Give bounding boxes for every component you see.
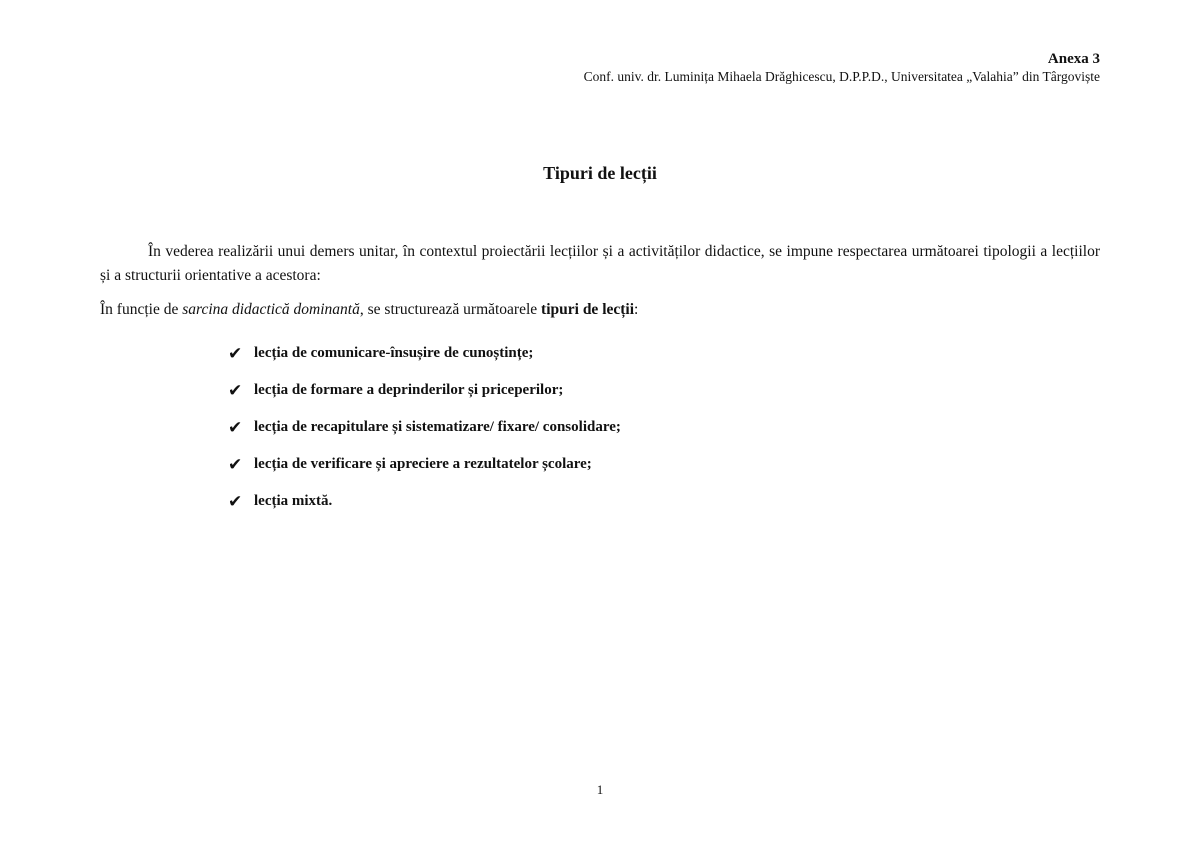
lead-paragraph: [100, 299, 1100, 321]
lead-italic: sarcina didactică dominantă: [182, 301, 360, 318]
author-line: Conf. univ. dr. Luminița Mihaela Drăghicescu, D.P.P.D., Universitatea „Valahia” din Târgoviște: [583, 69, 1100, 84]
lesson-types-list: [228, 335, 621, 520]
checkmark-icon: ✔: [228, 343, 243, 364]
lead-suffix: :: [634, 301, 639, 318]
checkmark-icon: ✔: [228, 491, 243, 512]
list-item-text: lecția de formare a deprinderilor și priceperilor;: [254, 382, 564, 398]
list-item: [228, 446, 621, 483]
page-number: 1: [596, 782, 604, 797]
list-item-text: lecția mixtă.: [254, 493, 333, 509]
lead-middle: , se structurează următoarele: [359, 301, 542, 318]
list-item: [228, 372, 621, 409]
list-item-text: lecția de recapitulare și sistematizare/ fixare/ consolidare;: [254, 419, 621, 435]
lead-bold: tipuri de lecții: [541, 301, 635, 318]
list-item: [228, 335, 621, 372]
list-item: [228, 409, 621, 446]
checkmark-icon: ✔: [228, 380, 243, 401]
lead-prefix: În funcție de: [100, 301, 183, 318]
list-item-text: lecția de comunicare-însușire de cunoștințe;: [254, 345, 534, 361]
intro-paragraph: În vederea realizării unui demers unitar, în contextul proiectării lecțiilor și a activităților didactice, se impune respectarea următoarei tipologii a lecțiilor și a structurii orientative a acestora:: [100, 243, 1100, 284]
list-item-text: lecția de verificare și apreciere a rezultatelor școlare;: [254, 456, 592, 472]
checkmark-icon: ✔: [228, 454, 243, 475]
checkmark-icon: ✔: [228, 417, 243, 438]
page-header: [584, 50, 1100, 86]
list-item: [228, 483, 621, 520]
annex-label: Anexa 3: [1047, 51, 1100, 67]
document-title: Tipuri de lecții: [543, 163, 657, 183]
